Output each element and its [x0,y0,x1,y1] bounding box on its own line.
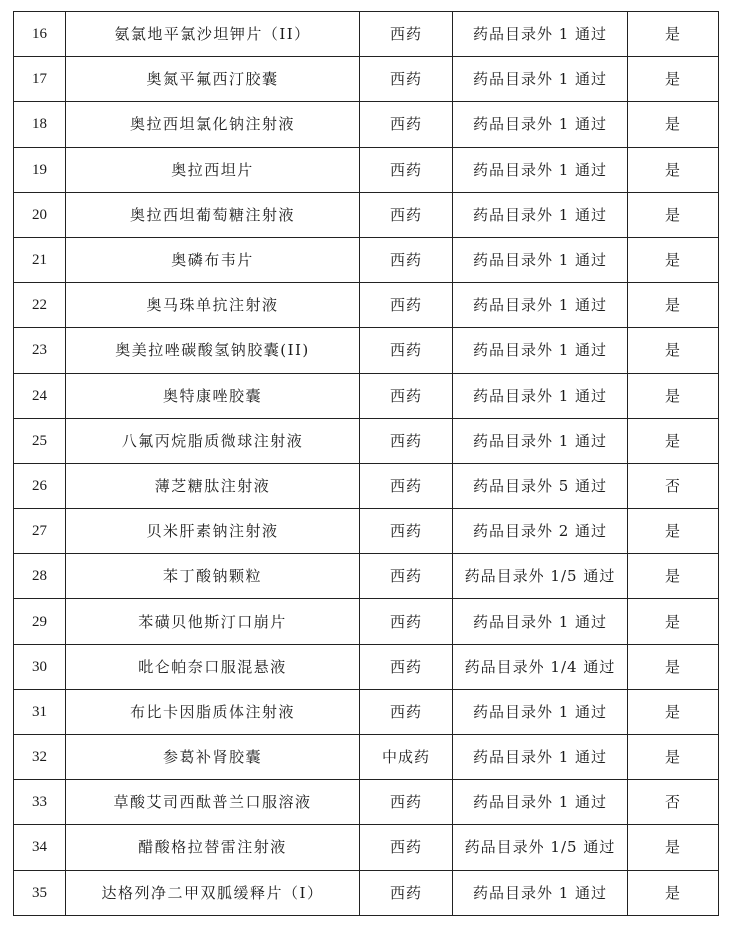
review-result-cell: 药品目录外 1 通过 [453,57,628,102]
eligibility-flag-cell: 否 [628,463,719,508]
review-result-cell: 药品目录外 1 通过 [453,689,628,734]
drug-name-cell: 参葛补肾胶囊 [66,735,360,780]
review-result-cell: 药品目录外 1 通过 [453,102,628,147]
row-number-cell: 20 [14,192,66,237]
review-result-cell: 药品目录外 1 通过 [453,237,628,282]
table-row [14,102,719,147]
drug-category-cell: 西药 [360,237,453,282]
drug-name-cell: 草酸艾司西酞普兰口服溶液 [66,780,360,825]
eligibility-flag-cell: 是 [628,509,719,554]
drug-name-cell: 贝米肝素钠注射液 [66,509,360,554]
table-row [14,689,719,734]
review-result-cell: 药品目录外 1 通过 [453,328,628,373]
drug-name-cell: 奥马珠单抗注射液 [66,283,360,328]
drug-category-cell: 西药 [360,283,453,328]
table-row [14,192,719,237]
eligibility-flag-cell: 是 [628,192,719,237]
review-result-cell: 药品目录外 1 通过 [453,780,628,825]
drug-name-cell: 奥氮平氟西汀胶囊 [66,57,360,102]
drug-category-cell: 西药 [360,192,453,237]
eligibility-flag-cell: 是 [628,689,719,734]
review-result-cell: 药品目录外 5 通过 [453,463,628,508]
eligibility-flag-cell: 否 [628,780,719,825]
table-row [14,509,719,554]
drug-name-cell: 苯磺贝他斯汀口崩片 [66,599,360,644]
drug-category-cell: 西药 [360,554,453,599]
drug-category-cell: 西药 [360,57,453,102]
drug-category-cell: 西药 [360,644,453,689]
drug-name-cell: 奥美拉唑碳酸氢钠胶囊(II) [66,328,360,373]
table-row [14,463,719,508]
table-row [14,12,719,57]
drug-category-cell: 西药 [360,509,453,554]
review-result-cell: 药品目录外 1 通过 [453,283,628,328]
review-result-cell: 药品目录外 1 通过 [453,147,628,192]
table-row [14,328,719,373]
table-body [14,12,719,916]
eligibility-flag-cell: 是 [628,328,719,373]
drug-name-cell: 醋酸格拉替雷注射液 [66,825,360,870]
row-number-cell: 29 [14,599,66,644]
drug-list-table [13,11,719,916]
eligibility-flag-cell: 是 [628,373,719,418]
row-number-cell: 25 [14,418,66,463]
review-result-cell: 药品目录外 1/4 通过 [453,644,628,689]
row-number-cell: 21 [14,237,66,282]
review-result-cell: 药品目录外 1/5 通过 [453,825,628,870]
eligibility-flag-cell: 是 [628,599,719,644]
review-result-cell: 药品目录外 1 通过 [453,418,628,463]
eligibility-flag-cell: 是 [628,102,719,147]
eligibility-flag-cell: 是 [628,870,719,915]
table-row [14,554,719,599]
row-number-cell: 27 [14,509,66,554]
drug-name-cell: 吡仑帕奈口服混悬液 [66,644,360,689]
row-number-cell: 17 [14,57,66,102]
drug-category-cell: 西药 [360,463,453,508]
drug-name-cell: 奥磷布韦片 [66,237,360,282]
row-number-cell: 33 [14,780,66,825]
table-row [14,599,719,644]
drug-category-cell: 西药 [360,599,453,644]
drug-category-cell: 中成药 [360,735,453,780]
row-number-cell: 16 [14,12,66,57]
review-result-cell: 药品目录外 1 通过 [453,192,628,237]
eligibility-flag-cell: 是 [628,237,719,282]
table-row [14,735,719,780]
eligibility-flag-cell: 是 [628,825,719,870]
drug-category-cell: 西药 [360,825,453,870]
drug-category-cell: 西药 [360,102,453,147]
drug-category-cell: 西药 [360,780,453,825]
drug-name-cell: 八氟丙烷脂质微球注射液 [66,418,360,463]
table-row [14,373,719,418]
eligibility-flag-cell: 是 [628,12,719,57]
row-number-cell: 18 [14,102,66,147]
row-number-cell: 30 [14,644,66,689]
table-row [14,644,719,689]
eligibility-flag-cell: 是 [628,735,719,780]
review-result-cell: 药品目录外 1/5 通过 [453,554,628,599]
drug-category-cell: 西药 [360,147,453,192]
drug-category-cell: 西药 [360,689,453,734]
review-result-cell: 药品目录外 1 通过 [453,12,628,57]
drug-name-cell: 奥特康唑胶囊 [66,373,360,418]
table-row [14,237,719,282]
row-number-cell: 19 [14,147,66,192]
drug-name-cell: 薄芝糖肽注射液 [66,463,360,508]
row-number-cell: 24 [14,373,66,418]
row-number-cell: 26 [14,463,66,508]
table-row [14,418,719,463]
row-number-cell: 35 [14,870,66,915]
row-number-cell: 23 [14,328,66,373]
eligibility-flag-cell: 是 [628,147,719,192]
drug-category-cell: 西药 [360,870,453,915]
drug-name-cell: 达格列净二甲双胍缓释片（I） [66,870,360,915]
drug-name-cell: 布比卡因脂质体注射液 [66,689,360,734]
row-number-cell: 34 [14,825,66,870]
drug-name-cell: 苯丁酸钠颗粒 [66,554,360,599]
table-row [14,870,719,915]
review-result-cell: 药品目录外 2 通过 [453,509,628,554]
drug-category-cell: 西药 [360,418,453,463]
review-result-cell: 药品目录外 1 通过 [453,373,628,418]
drug-category-cell: 西药 [360,328,453,373]
drug-name-cell: 奥拉西坦氯化钠注射液 [66,102,360,147]
table-row [14,147,719,192]
review-result-cell: 药品目录外 1 通过 [453,870,628,915]
review-result-cell: 药品目录外 1 通过 [453,735,628,780]
eligibility-flag-cell: 是 [628,418,719,463]
row-number-cell: 31 [14,689,66,734]
table-row [14,283,719,328]
table-row [14,825,719,870]
eligibility-flag-cell: 是 [628,554,719,599]
eligibility-flag-cell: 是 [628,644,719,689]
drug-name-cell: 奥拉西坦葡萄糖注射液 [66,192,360,237]
drug-category-cell: 西药 [360,12,453,57]
row-number-cell: 28 [14,554,66,599]
table-row [14,57,719,102]
table-row [14,780,719,825]
review-result-cell: 药品目录外 1 通过 [453,599,628,644]
drug-category-cell: 西药 [360,373,453,418]
drug-name-cell: 奥拉西坦片 [66,147,360,192]
eligibility-flag-cell: 是 [628,57,719,102]
drug-name-cell: 氨氯地平氯沙坦钾片（II） [66,12,360,57]
row-number-cell: 32 [14,735,66,780]
row-number-cell: 22 [14,283,66,328]
eligibility-flag-cell: 是 [628,283,719,328]
